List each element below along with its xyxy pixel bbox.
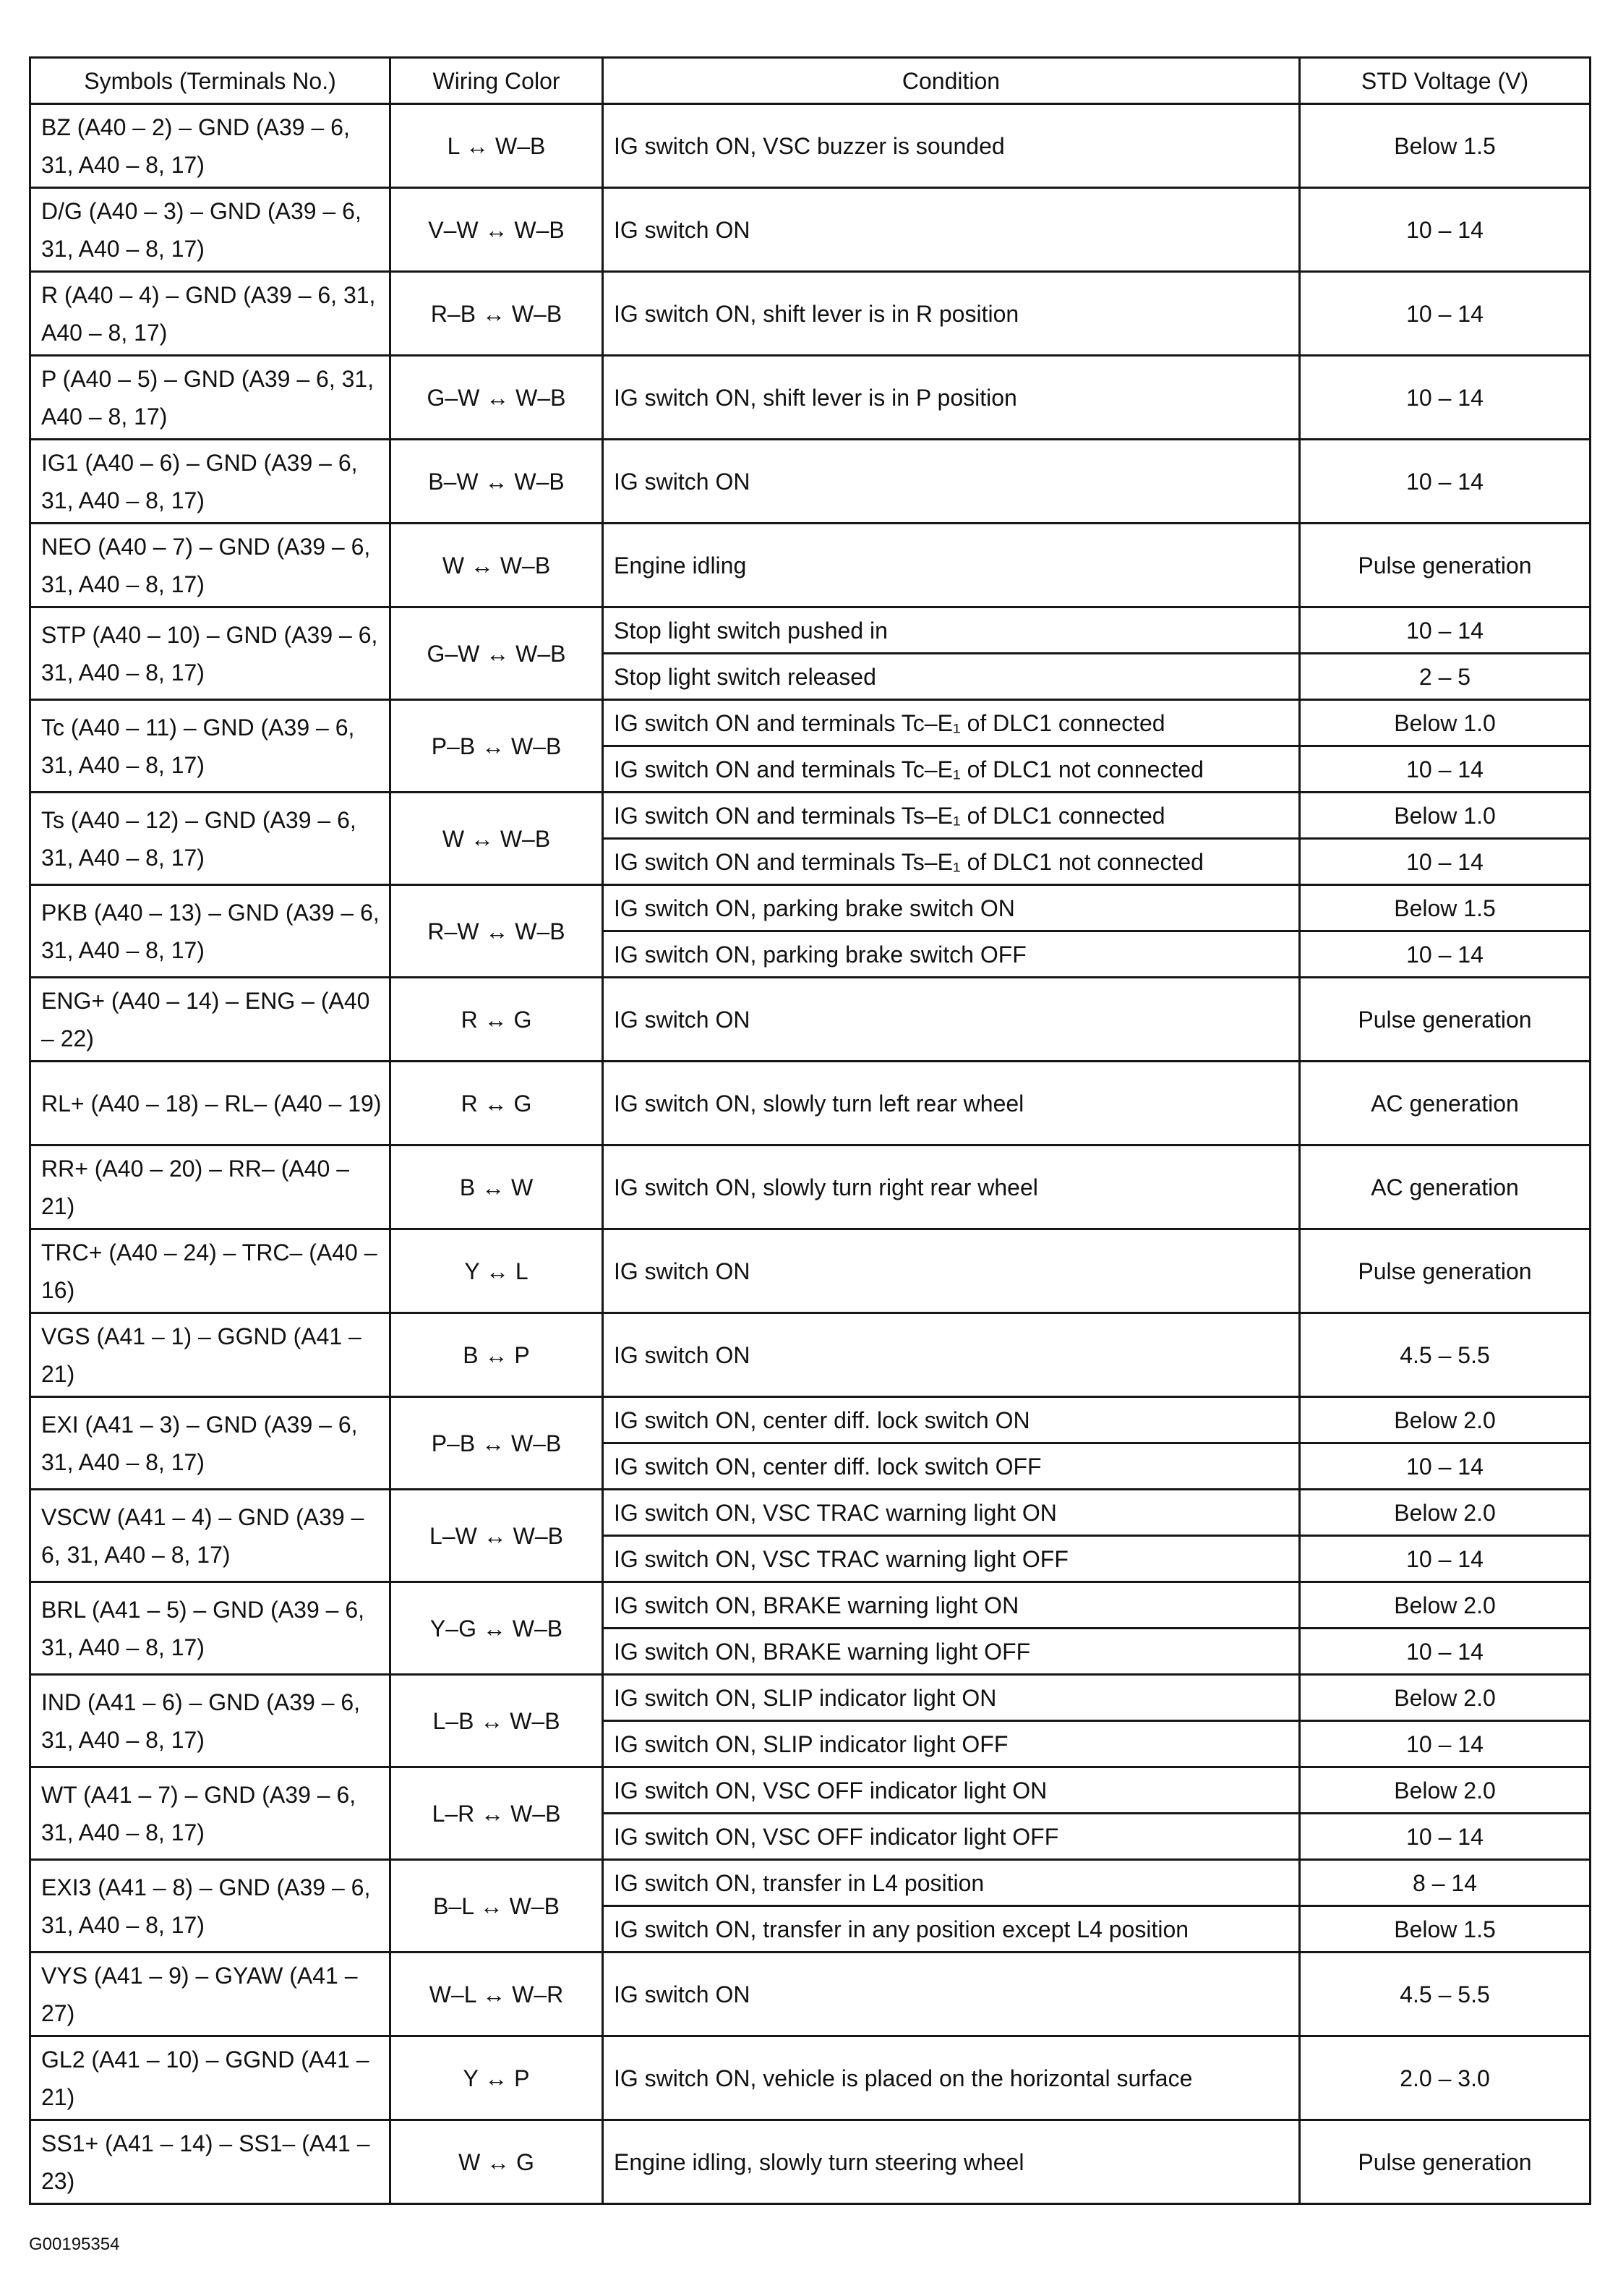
table-row <box>30 700 1591 746</box>
terminal-symbols-cell: EXI3 (A41 – 8) – GND (A39 – 6, 31, A40 – 8, 17) <box>30 1860 390 1953</box>
std-voltage-cell: Below 1.5 <box>1300 885 1591 931</box>
wiring-color-cell: B ↔ W <box>390 1145 603 1229</box>
std-voltage-cell: 10 – 14 <box>1300 188 1591 272</box>
wiring-color-cell: R–W ↔ W–B <box>390 885 603 978</box>
wiring-color-cell: Y ↔ L <box>390 1229 603 1313</box>
terminal-symbols-cell: VSCW (A41 – 4) – GND (A39 – 6, 31, A40 – 8, 17) <box>30 1490 390 1582</box>
condition-cell: IG switch ON, BRAKE warning light OFF <box>603 1629 1300 1675</box>
terminal-symbols-cell: BRL (A41 – 5) – GND (A39 – 6, 31, A40 – 8, 17) <box>30 1582 390 1675</box>
terminal-symbols-cell: P (A40 – 5) – GND (A39 – 6, 31, A40 – 8, 17) <box>30 356 390 440</box>
std-voltage-cell: Below 2.0 <box>1300 1582 1591 1629</box>
std-voltage-cell: AC generation <box>1300 1062 1591 1145</box>
table-row <box>30 356 1591 440</box>
condition-cell: IG switch ON, shift lever is in R position <box>603 272 1300 356</box>
terminal-symbols-cell: NEO (A40 – 7) – GND (A39 – 6, 31, A40 – 8, 17) <box>30 524 390 607</box>
table-row <box>30 607 1591 654</box>
condition-cell: IG switch ON, vehicle is placed on the horizontal surface <box>603 2036 1300 2120</box>
table-row <box>30 1582 1591 1629</box>
condition-cell: IG switch ON, VSC OFF indicator light ON <box>603 1767 1300 1814</box>
terminal-symbols-cell: IND (A41 – 6) – GND (A39 – 6, 31, A40 – 8, 17) <box>30 1675 390 1767</box>
table-row <box>30 1229 1591 1313</box>
condition-cell: IG switch ON and terminals Tc–E₁ of DLC1 not connected <box>603 746 1300 793</box>
std-voltage-cell: 10 – 14 <box>1300 607 1591 654</box>
table-row <box>30 104 1591 188</box>
condition-cell: Engine idling, slowly turn steering wheel <box>603 2120 1300 2204</box>
terminal-symbols-cell: VGS (A41 – 1) – GGND (A41 – 21) <box>30 1313 390 1397</box>
header-row <box>30 58 1591 104</box>
std-voltage-cell: Pulse generation <box>1300 1229 1591 1313</box>
table-row <box>30 2036 1591 2120</box>
condition-cell: IG switch ON, BRAKE warning light ON <box>603 1582 1300 1629</box>
table-row <box>30 885 1591 931</box>
condition-cell: IG switch ON, VSC TRAC warning light ON <box>603 1490 1300 1536</box>
std-voltage-cell: 4.5 – 5.5 <box>1300 1953 1591 2036</box>
std-voltage-cell: Below 1.0 <box>1300 793 1591 839</box>
std-voltage-cell: 10 – 14 <box>1300 356 1591 440</box>
table-row <box>30 272 1591 356</box>
std-voltage-cell: Below 1.0 <box>1300 700 1591 746</box>
condition-cell: IG switch ON <box>603 188 1300 272</box>
wiring-color-cell: R ↔ G <box>390 1062 603 1145</box>
std-voltage-cell: Pulse generation <box>1300 524 1591 607</box>
terminal-symbols-cell: SS1+ (A41 – 14) – SS1– (A41 – 23) <box>30 2120 390 2204</box>
table-row <box>30 978 1591 1062</box>
condition-cell: IG switch ON, shift lever is in P position <box>603 356 1300 440</box>
condition-cell: IG switch ON, VSC TRAC warning light OFF <box>603 1536 1300 1582</box>
std-voltage-cell: Below 1.5 <box>1300 104 1591 188</box>
terminal-symbols-cell: EXI (A41 – 3) – GND (A39 – 6, 31, A40 – 8, 17) <box>30 1397 390 1490</box>
terminal-symbols-cell: Tc (A40 – 11) – GND (A39 – 6, 31, A40 – 8, 17) <box>30 700 390 793</box>
condition-cell: IG switch ON <box>603 978 1300 1062</box>
std-voltage-cell: 10 – 14 <box>1300 440 1591 524</box>
condition-cell: Engine idling <box>603 524 1300 607</box>
condition-cell: IG switch ON <box>603 1953 1300 2036</box>
std-voltage-cell: 10 – 14 <box>1300 839 1591 885</box>
wiring-color-cell: G–W ↔ W–B <box>390 607 603 700</box>
condition-cell: IG switch ON <box>603 1313 1300 1397</box>
wiring-color-cell: L–R ↔ W–B <box>390 1767 603 1860</box>
std-voltage-cell: Below 2.0 <box>1300 1767 1591 1814</box>
terminal-voltage-table <box>29 56 1591 2205</box>
wiring-color-cell: L–W ↔ W–B <box>390 1490 603 1582</box>
table-row <box>30 1675 1591 1721</box>
std-voltage-cell: Below 2.0 <box>1300 1675 1591 1721</box>
terminal-symbols-cell: GL2 (A41 – 10) – GGND (A41 – 21) <box>30 2036 390 2120</box>
header-std-voltage: STD Voltage (V) <box>1300 58 1591 104</box>
table-row <box>30 1860 1591 1906</box>
wiring-color-cell: P–B ↔ W–B <box>390 1397 603 1490</box>
condition-cell: IG switch ON, SLIP indicator light OFF <box>603 1721 1300 1767</box>
std-voltage-cell: 8 – 14 <box>1300 1860 1591 1906</box>
table-row <box>30 524 1591 607</box>
wiring-color-cell: R ↔ G <box>390 978 603 1062</box>
wiring-color-cell: R–B ↔ W–B <box>390 272 603 356</box>
std-voltage-cell: Pulse generation <box>1300 978 1591 1062</box>
wiring-color-cell: L ↔ W–B <box>390 104 603 188</box>
std-voltage-cell: AC generation <box>1300 1145 1591 1229</box>
std-voltage-cell: 10 – 14 <box>1300 1536 1591 1582</box>
std-voltage-cell: 10 – 14 <box>1300 1443 1591 1490</box>
header-condition: Condition <box>603 58 1300 104</box>
condition-cell: IG switch ON, SLIP indicator light ON <box>603 1675 1300 1721</box>
condition-cell: IG switch ON and terminals Tc–E₁ of DLC1 connected <box>603 700 1300 746</box>
wiring-color-cell: P–B ↔ W–B <box>390 700 603 793</box>
table-row <box>30 188 1591 272</box>
table-row <box>30 1490 1591 1536</box>
table-body <box>30 58 1591 2204</box>
condition-cell: Stop light switch released <box>603 654 1300 700</box>
header-wiring-color: Wiring Color <box>390 58 603 104</box>
terminal-symbols-cell: D/G (A40 – 3) – GND (A39 – 6, 31, A40 – 8, 17) <box>30 188 390 272</box>
std-voltage-cell: 2.0 – 3.0 <box>1300 2036 1591 2120</box>
condition-cell: IG switch ON, slowly turn right rear wheel <box>603 1145 1300 1229</box>
std-voltage-cell: Below 2.0 <box>1300 1397 1591 1443</box>
condition-cell: IG switch ON and terminals Ts–E₁ of DLC1 not connected <box>603 839 1300 885</box>
std-voltage-cell: 10 – 14 <box>1300 1814 1591 1860</box>
condition-cell: IG switch ON, transfer in any position except L4 position <box>603 1906 1300 1953</box>
condition-cell: IG switch ON and terminals Ts–E₁ of DLC1 connected <box>603 793 1300 839</box>
std-voltage-cell: Below 1.5 <box>1300 1906 1591 1953</box>
table-row <box>30 2120 1591 2204</box>
std-voltage-cell: 10 – 14 <box>1300 1721 1591 1767</box>
wiring-color-cell: B–W ↔ W–B <box>390 440 603 524</box>
terminal-symbols-cell: WT (A41 – 7) – GND (A39 – 6, 31, A40 – 8, 17) <box>30 1767 390 1860</box>
terminal-symbols-cell: PKB (A40 – 13) – GND (A39 – 6, 31, A40 – 8, 17) <box>30 885 390 978</box>
wiring-color-cell: W ↔ G <box>390 2120 603 2204</box>
table-row <box>30 1145 1591 1229</box>
table-row <box>30 1062 1591 1145</box>
table-row <box>30 1397 1591 1443</box>
condition-cell: IG switch ON, slowly turn left rear wheel <box>603 1062 1300 1145</box>
wiring-color-cell: L–B ↔ W–B <box>390 1675 603 1767</box>
condition-cell: IG switch ON, VSC buzzer is sounded <box>603 104 1300 188</box>
std-voltage-cell: 10 – 14 <box>1300 931 1591 978</box>
table-row <box>30 1953 1591 2036</box>
condition-cell: IG switch ON, transfer in L4 position <box>603 1860 1300 1906</box>
std-voltage-cell: 10 – 14 <box>1300 1629 1591 1675</box>
wiring-color-cell: Y–G ↔ W–B <box>390 1582 603 1675</box>
terminal-symbols-cell: STP (A40 – 10) – GND (A39 – 6, 31, A40 – 8, 17) <box>30 607 390 700</box>
terminal-symbols-cell: TRC+ (A40 – 24) – TRC– (A40 – 16) <box>30 1229 390 1313</box>
condition-cell: IG switch ON, parking brake switch OFF <box>603 931 1300 978</box>
wiring-color-cell: G–W ↔ W–B <box>390 356 603 440</box>
table-row <box>30 1767 1591 1814</box>
std-voltage-cell: 4.5 – 5.5 <box>1300 1313 1591 1397</box>
std-voltage-cell: Pulse generation <box>1300 2120 1591 2204</box>
table-row <box>30 793 1591 839</box>
terminal-symbols-cell: IG1 (A40 – 6) – GND (A39 – 6, 31, A40 – 8, 17) <box>30 440 390 524</box>
terminal-symbols-cell: ENG+ (A40 – 14) – ENG – (A40 – 22) <box>30 978 390 1062</box>
table-row <box>30 440 1591 524</box>
wiring-color-cell: W ↔ W–B <box>390 524 603 607</box>
std-voltage-cell: 2 – 5 <box>1300 654 1591 700</box>
terminal-symbols-cell: RR+ (A40 – 20) – RR– (A40 – 21) <box>30 1145 390 1229</box>
figure-code: G00195354 <box>29 2235 120 2254</box>
condition-cell: IG switch ON <box>603 1229 1300 1313</box>
terminal-symbols-cell: VYS (A41 – 9) – GYAW (A41 – 27) <box>30 1953 390 2036</box>
wiring-color-cell: B ↔ P <box>390 1313 603 1397</box>
condition-cell: IG switch ON, VSC OFF indicator light OFF <box>603 1814 1300 1860</box>
condition-cell: IG switch ON, parking brake switch ON <box>603 885 1300 931</box>
condition-cell: IG switch ON, center diff. lock switch OFF <box>603 1443 1300 1490</box>
terminal-symbols-cell: Ts (A40 – 12) – GND (A39 – 6, 31, A40 – 8, 17) <box>30 793 390 885</box>
terminal-symbols-cell: BZ (A40 – 2) – GND (A39 – 6, 31, A40 – 8, 17) <box>30 104 390 188</box>
terminal-symbols-cell: RL+ (A40 – 18) – RL– (A40 – 19) <box>30 1062 390 1145</box>
condition-cell: IG switch ON <box>603 440 1300 524</box>
std-voltage-cell: Below 2.0 <box>1300 1490 1591 1536</box>
wiring-color-cell: V–W ↔ W–B <box>390 188 603 272</box>
std-voltage-cell: 10 – 14 <box>1300 746 1591 793</box>
wiring-color-cell: B–L ↔ W–B <box>390 1860 603 1953</box>
condition-cell: Stop light switch pushed in <box>603 607 1300 654</box>
std-voltage-cell: 10 – 14 <box>1300 272 1591 356</box>
terminal-symbols-cell: R (A40 – 4) – GND (A39 – 6, 31, A40 – 8, 17) <box>30 272 390 356</box>
header-symbols: Symbols (Terminals No.) <box>30 58 390 104</box>
condition-cell: IG switch ON, center diff. lock switch ON <box>603 1397 1300 1443</box>
wiring-color-cell: W ↔ W–B <box>390 793 603 885</box>
wiring-color-cell: W–L ↔ W–R <box>390 1953 603 2036</box>
wiring-color-cell: Y ↔ P <box>390 2036 603 2120</box>
table-row <box>30 1313 1591 1397</box>
